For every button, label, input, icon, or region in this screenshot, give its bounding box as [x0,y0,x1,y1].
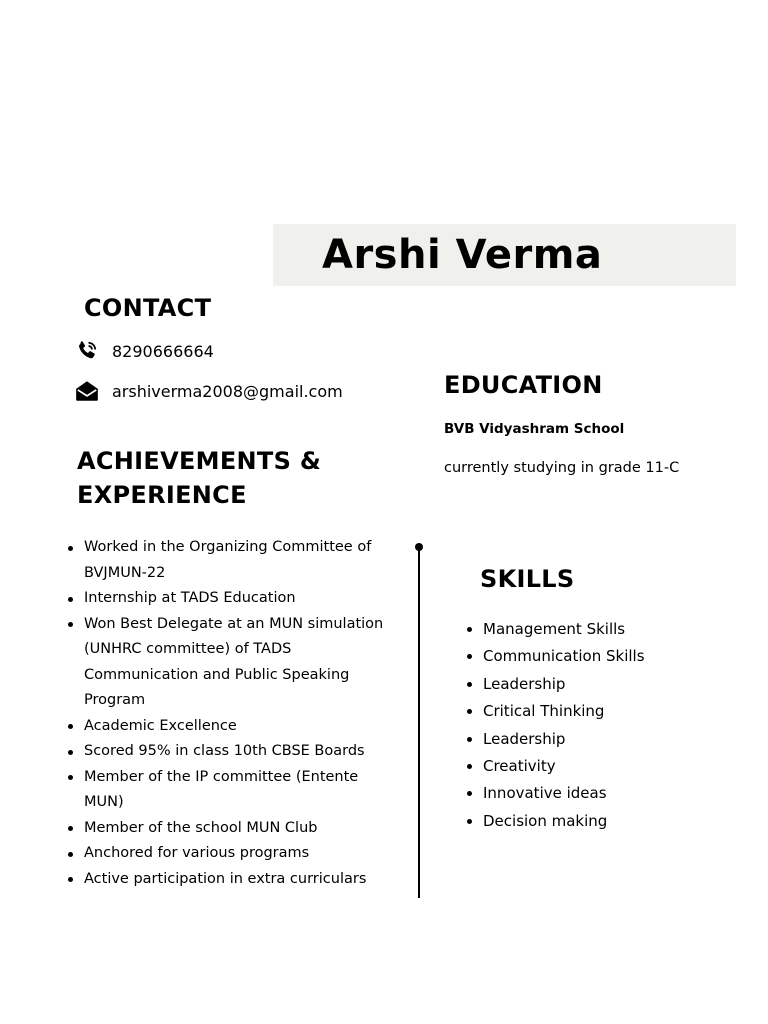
achievements-list [66,535,384,892]
list-item: Active participation in extra curriculars [66,867,384,893]
list-item: Leadership [465,671,725,698]
contact-heading: CONTACT [84,294,212,322]
list-item: Scored 95% in class 10th CBSE Boards [66,739,384,765]
list-item: Communication Skills [465,643,725,670]
list-item: Decision making [465,808,725,835]
achievements-heading: ACHIEVEMENTS & EXPERIENCE [77,447,322,509]
skills-list [465,616,725,835]
list-item: Worked in the Organizing Committee of BVJMUN-22 [66,535,384,586]
list-item: Leadership [465,726,725,753]
education-detail: currently studying in grade 11-C [444,460,680,476]
column-divider [418,547,420,898]
envelope-icon [74,378,100,404]
list-item: Member of the school MUN Club [66,816,384,842]
list-item: Innovative ideas [465,780,725,807]
skills-heading: SKILLS [480,565,575,593]
list-item: Critical Thinking [465,698,725,725]
phone-icon [74,338,100,364]
school-name: BVB Vidyashram School [444,421,625,437]
list-item: Member of the IP committee (Entente MUN) [66,765,384,816]
list-item: Internship at TADS Education [66,586,384,612]
contact-phone [74,338,214,364]
candidate-name: Arshi Verma [322,232,603,278]
education-heading: EDUCATION [444,371,603,399]
list-item: Won Best Delegate at an MUN simulation (UNHRC committee) of TADS Communication and Public Speaking Program [66,612,384,714]
list-item: Anchored for various programs [66,841,384,867]
phone-number: 8290666664 [112,341,214,361]
list-item: Academic Excellence [66,714,384,740]
email-address: arshiverma2008@gmail.com [112,381,343,401]
list-item: Creativity [465,753,725,780]
contact-email [74,378,343,404]
list-item: Management Skills [465,616,725,643]
